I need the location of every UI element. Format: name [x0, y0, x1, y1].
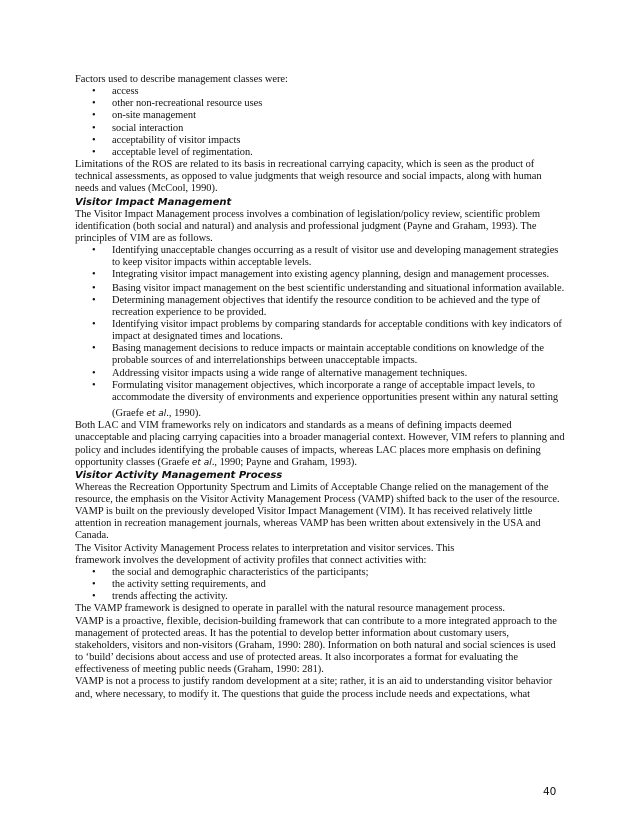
bullet-icon: • [92, 379, 96, 391]
vamp-paragraph-4: VAMP is a proactive, flexible, decision-building framework that can contribute to a more integrated approach to the management of protected areas. It has the potential to develop better information about customary users, stakeholders, visitors and non-visitors (Graham, 1990: 280). Information on both natural and social sciences is used to ‘build’ decisions about access and use of protected areas. It also incorporates a format for evaluating the effectiveness of meeting public needs (Graham, 1990: 281). [75, 615, 557, 676]
bullet-icon: • [92, 282, 96, 294]
bullet-icon: • [92, 566, 96, 578]
bullet-icon: • [92, 269, 96, 281]
vamp-activities-list [75, 567, 565, 603]
vamp-paragraph-2b: framework involves the development of activity profiles that connect activities with: [75, 554, 427, 566]
list-item: • other non-recreational resource uses [92, 98, 263, 110]
list-item: • on-site management [92, 110, 196, 122]
list-item: • Integrating visitor impact management into existing agency planning, design and management processes. [92, 269, 550, 281]
vamp-paragraph-2a: The Visitor Activity Management Process relates to interpretation and visitor services. This [75, 542, 455, 554]
list-item: • the activity setting requirements, and [92, 579, 266, 591]
document-page [75, 74, 565, 701]
list-item: • acceptable level of regimentation. [92, 146, 253, 158]
bullet-icon: • [92, 343, 96, 355]
ros-limitations-paragraph: Limitations of the ROS are related to its basis in recreational carrying capacity, which is seen as the product of technical assessments, as opposed to value judgments that weigh resource and social impacts, along with human needs and values (McCool, 1990). [75, 159, 542, 195]
vamp-paragraph-1: Whereas the Recreation Opportunity Spectrum and Limits of Acceptable Change relied on the management of the resource, the emphasis on the Visitor Activity Management Process (VAMP) shifted back to the user of the resource. VAMP is built on the previously developed Visitor Impact Management (VIM). It has received relatively little attention in recreation management journals, whereas VAMP has been written about extensively in the USA and Canada. [75, 481, 560, 542]
lac-vim-comparison-paragraph: Both LAC and VIM frameworks rely on indicators and standards as a means of defining impacts deemed unacceptable and placing carrying capacities into a broader managerial context. However, VIM refers to planning and policy and includes identifying the probable causes of impacts, whereas LAC places more emphasis on defining opportunity classes (Graefe et al., 1990; Payne and Graham, 1993). [75, 420, 565, 468]
list-item: • Identifying visitor impact problems by comparing standards for acceptable conditions with key indicators of impact at designated times and locations. [92, 318, 562, 343]
bullet-icon: • [92, 294, 96, 306]
bullet-icon: • [92, 122, 96, 134]
list-item: • Basing visitor impact management on the best scientific understanding and situational information available. [92, 282, 565, 294]
vamp-paragraph-3: The VAMP framework is designed to operate in parallel with the natural resource management process. [75, 603, 506, 615]
bullet-icon: • [92, 98, 96, 110]
list-item: • Identifying unacceptable changes occurring as a result of visitor use and developing management strategies to keep visitor impacts within acceptable levels. [92, 245, 559, 269]
bullet-icon: • [92, 110, 96, 122]
vim-intro-paragraph: The Visitor Impact Management process involves a combination of legislation/policy review, scientific problem identification (both social and natural) and analysis and professional judgment (Payne and Graham, 1993). The principles of VIM are as follows. [75, 208, 541, 244]
bullet-icon: • [92, 579, 96, 591]
list-item: • the social and demographic characteristics of the participants; [92, 566, 369, 578]
bullet-icon: • [92, 86, 96, 98]
list-item: • trends affecting the activity. [92, 591, 228, 603]
list-item: • Basing management decisions to reduce impacts or maintain acceptable conditions on knowledge of the probable sources of and interrelationships between unacceptable impacts. [92, 343, 544, 367]
bullet-icon: • [92, 146, 96, 158]
vim-heading: Visitor Impact Management [75, 196, 232, 208]
list-item: • Formulating visitor management objectives, which incorporate a range of acceptable impact levels, to accommodate the diversity of environments and experience opportunities present within any natural setting [92, 379, 559, 403]
bullet-icon: • [92, 134, 96, 146]
list-item: • Determining management objectives that identify the resource condition to be achieved and the type of recreation experience to be provided. [92, 294, 541, 318]
vamp-heading: Visitor Activity Management Process [75, 469, 283, 481]
page-number: 40 [543, 786, 557, 798]
bullet-icon: • [92, 245, 96, 257]
list-item: • access [92, 86, 139, 98]
bullet-icon: • [92, 367, 96, 379]
vim-principles-list [75, 245, 565, 404]
vamp-paragraph-5: VAMP is not a process to justify random development at a site; rather, it is an aid to understanding visitor behavior and, where necessary, to modify it. The questions that guide the process include needs and expectations, what [75, 676, 553, 700]
bullet-icon: • [92, 318, 96, 330]
factors-list [75, 86, 565, 159]
list-item: • social interaction [92, 122, 184, 134]
list-item: • acceptability of visitor impacts [92, 134, 241, 146]
bullet-icon: • [92, 591, 96, 603]
list-item: • Addressing visitor impacts using a wide range of alternative management techniques. [92, 367, 468, 379]
vim-citation: (Graefe et al., 1990). [112, 408, 201, 420]
factors-intro: Factors used to describe management classes were: [75, 74, 288, 85]
